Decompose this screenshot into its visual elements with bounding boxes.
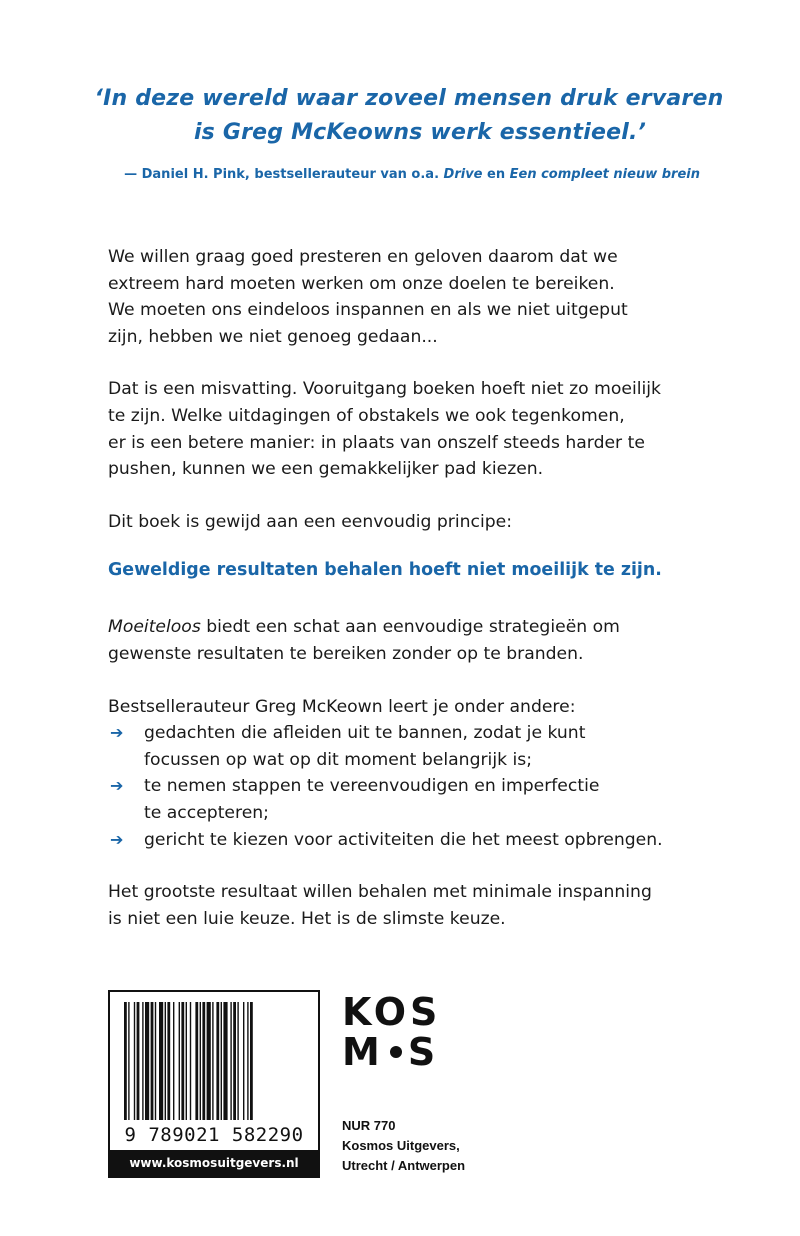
barcode-bar: [233, 1002, 236, 1120]
barcode-bar: [159, 1002, 163, 1120]
quote-line-1: ‘In deze wereld waar zoveel mensen druk ervaren: [94, 86, 724, 111]
isbn-number: 9 789021 582290: [124, 1124, 304, 1146]
barcode-bar: [165, 1002, 166, 1120]
barcode-bar: [128, 1002, 129, 1120]
bullet-line: te nemen stappen te vereenvoudigen en imperfectie: [144, 776, 600, 797]
barcode-bar: [181, 1002, 184, 1120]
paragraph-line: er is een betere manier: in plaats van onszelf steeds harder te: [108, 432, 645, 453]
paragraph-line: te zijn. Welke uitdagingen of obstakels we ook tegenkomen,: [108, 405, 625, 426]
book-title: Moeiteloos: [108, 617, 201, 638]
barcode-bar: [186, 1002, 187, 1120]
arrow-right-icon: ➔: [110, 829, 124, 849]
paragraph-2: [108, 376, 728, 482]
barcode-bar: [223, 1002, 227, 1120]
paragraph-line: [108, 614, 728, 641]
attribution-work-2: Een compleet nieuw brein: [509, 167, 700, 182]
bullet-line: focussen op wat op dit moment belangrijk is;: [144, 749, 533, 770]
bullets-intro: Bestsellerauteur Greg McKeown leert je onder andere:: [108, 696, 576, 717]
barcode-bar: [190, 1002, 191, 1120]
barcode-bar: [142, 1002, 143, 1120]
barcode-bar: [173, 1002, 174, 1120]
logo-row-1: KOS: [342, 990, 442, 1034]
endorsement-quote: [0, 82, 800, 150]
publisher-url: www.kosmosuitgevers.nl: [110, 1150, 318, 1176]
paragraph-line: extreem hard moeten werken om onze doelen te bereiken.: [108, 273, 615, 294]
publisher-info: [342, 1116, 465, 1176]
quote-line-2: is Greg McKeowns werk essentieel.’: [193, 120, 647, 145]
key-principle: Geweldige resultaten behalen hoeft niet moeilijk te zijn.: [108, 560, 662, 580]
logo-row-2: [342, 1032, 452, 1072]
barcode-bar: [230, 1002, 231, 1120]
barcode-bar: [207, 1002, 211, 1120]
paragraph-line: Dit boek is gewijd aan een eenvoudig principe:: [108, 511, 513, 532]
paragraph-line: is niet een luie keuze. Het is de slimste keuze.: [108, 908, 506, 929]
barcode-bar: [200, 1002, 201, 1120]
paragraph-line-rest: biedt een schat aan eenvoudige strategieën om: [200, 617, 620, 638]
kosmos-logo: [342, 992, 452, 1072]
barcode-bar: [221, 1002, 222, 1120]
barcode-bar: [202, 1002, 205, 1120]
arrow-right-icon: ➔: [110, 723, 124, 743]
bullet-line: gedachten die afleiden uit te bannen, zodat je kunt: [144, 723, 586, 744]
quote-attribution: [124, 166, 700, 184]
paragraph-4: [108, 614, 728, 667]
list-item: [108, 720, 728, 773]
barcode-bar: [155, 1002, 156, 1120]
barcode-bar: [167, 1002, 170, 1120]
barcode-bar: [216, 1002, 219, 1120]
nur-code: NUR 770: [342, 1118, 396, 1133]
paragraph-line: We willen graag goed presteren en geloven daarom dat we: [108, 247, 618, 267]
barcode-bar: [212, 1002, 213, 1120]
barcode-bar: [134, 1002, 135, 1120]
barcode-bar: [137, 1002, 140, 1120]
bullets-section: [108, 694, 728, 854]
logo-letter-m: M: [342, 1030, 384, 1074]
paragraph-line: pushen, kunnen we een gemakkelijker pad kiezen.: [108, 459, 544, 480]
barcode-bar: [195, 1002, 198, 1120]
barcode-bar: [243, 1002, 244, 1120]
bullet-list: [108, 720, 728, 853]
paragraph-line: zijn, hebben we niet genoeg gedaan...: [108, 326, 438, 347]
blurb-body: [108, 244, 728, 932]
paragraph-line: Het grootste resultaat willen behalen met minimale inspanning: [108, 882, 652, 903]
closing-paragraph: [108, 879, 728, 932]
paragraph-1: [108, 244, 728, 350]
barcode: [108, 990, 320, 1178]
bullet-line: te accepteren;: [144, 802, 269, 823]
logo-dot-icon: [390, 1046, 402, 1058]
paragraph-line: Dat is een misvatting. Vooruitgang boeken hoeft niet zo moeilijk: [108, 379, 662, 400]
arrow-right-icon: ➔: [110, 776, 124, 796]
publisher-name: Kosmos Uitgevers,: [342, 1138, 460, 1153]
logo-letter-s: S: [407, 1030, 440, 1074]
list-item: [108, 773, 728, 826]
bullet-line: gericht te kiezen voor activiteiten die het meest opbrengen.: [144, 829, 663, 850]
barcode-bar: [247, 1002, 248, 1120]
publisher-place: Utrecht / Antwerpen: [342, 1158, 466, 1173]
barcode-bar: [145, 1002, 149, 1120]
barcode-bar: [179, 1002, 180, 1120]
paragraph-3: [108, 509, 728, 536]
barcode-bar: [250, 1002, 253, 1120]
list-item: [108, 827, 728, 854]
barcode-bar: [237, 1002, 238, 1120]
barcode-bar: [151, 1002, 154, 1120]
attribution-author: — Daniel H. Pink, bestsellerauteur van o.a.: [124, 167, 444, 182]
attribution-work-1: Drive: [443, 167, 483, 182]
barcode-bar: [124, 1002, 127, 1120]
attribution-conjunction: en: [482, 167, 510, 182]
paragraph-line: gewenste resultaten te bereiken zonder op te branden.: [108, 643, 584, 664]
paragraph-line: We moeten ons eindeloos inspannen en als we niet uitgeput: [108, 300, 628, 321]
